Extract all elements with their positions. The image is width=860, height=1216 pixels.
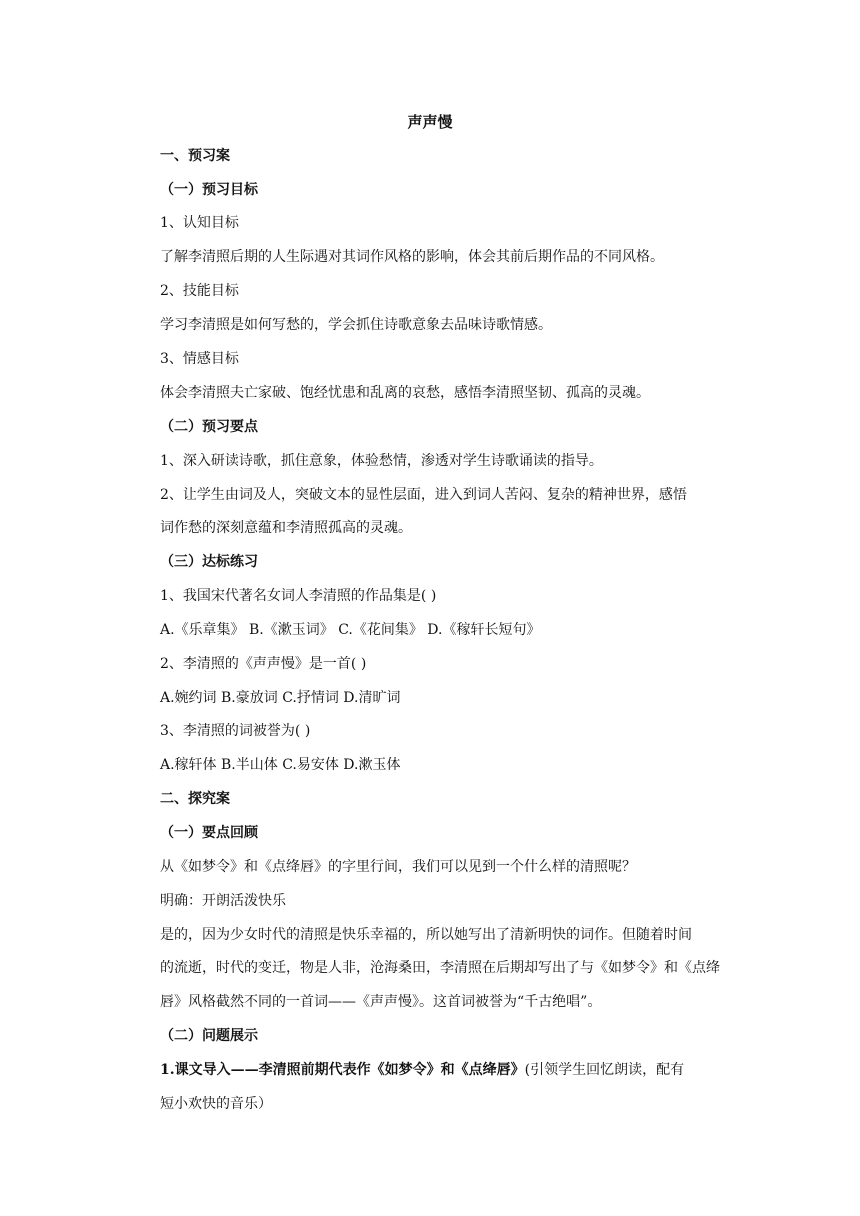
page-title: 声声慢 [407,113,453,131]
subsection-heading: （二）预习要点 [160,419,258,435]
paragraph-line: 是的，因为少女时代的清照是快乐幸福的，所以她写出了清新明快的词作。但随着时间 [160,927,692,943]
paragraph-line: 的流逝，时代的变迁，物是人非，沧海桑田，李清照在后期却写出了与《如梦令》和《点绛 [160,960,720,976]
question-line: 3、李清照的词被誉为( ) [160,723,311,739]
paragraph-text: (引领学生回忆朗读，配有 [524,1062,685,1078]
paragraph-line: 词作愁的深刻意蕴和李清照孤高的灵魂。 [160,520,412,536]
question-line: 1、我国宋代著名女词人李清照的作品集是( ) [160,588,437,604]
paragraph-line [160,1060,684,1080]
paragraph-line: 1、深入研读诗歌，抓住意象，体验愁情，渗透对学生诗歌诵读的指导。 [160,453,603,469]
paragraph-line: 1、认知目标 [160,215,239,231]
subsection-heading: （二）问题展示 [160,1028,258,1044]
section-heading: 一、预习案 [160,148,230,164]
paragraph-line: 了解李清照后期的人生际遇对其词作风格的影响，体会其前后期作品的不同风格。 [160,249,664,265]
paragraph-line: 2、让学生由词及人，突破文本的显性层面，进入到词人苦闷、复杂的精神世界，感悟 [160,487,687,503]
section-heading: 二、探究案 [160,791,230,807]
subsection-heading: （一）要点回顾 [160,825,258,841]
paragraph-line: 学习李清照是如何写愁的，学会抓住诗歌意象去品味诗歌情感。 [160,317,552,333]
subsection-heading: （三）达标练习 [160,554,258,570]
paragraph-line: 3、情感目标 [160,351,239,367]
bold-lead-text: 1.课文导入——李清照前期代表作《如梦令》和《点绛唇》 [160,1062,525,1078]
paragraph-line: 短小欢快的音乐） [160,1096,272,1112]
question-line: 2、李清照的《声声慢》是一首( ) [160,656,367,672]
subsection-heading: （一）预习目标 [160,182,258,198]
options-line: A.《乐章集》 B.《漱玉词》 C.《花间集》 D.《稼轩长短句》 [160,622,541,638]
paragraph-line: 明确：开朗活泼快乐 [160,893,286,909]
options-line: A.婉约词 B.豪放词 C.抒情词 D.清旷词 [160,690,401,706]
paragraph-line: 2、技能目标 [160,283,239,299]
options-line: A.稼轩体 B.半山体 C.易安体 D.漱玉体 [160,757,401,773]
paragraph-line: 从《如梦令》和《点绛唇》的字里行间，我们可以见到一个什么样的清照呢？ [160,859,636,875]
paragraph-line: 体会李清照夫亡家破、饱经忧患和乱离的哀愁，感悟李清照坚韧、孤高的灵魂。 [160,385,650,401]
paragraph-line: 唇》风格截然不同的一首词——《声声慢》。这首词被誉为“千古绝唱”。 [160,994,602,1010]
